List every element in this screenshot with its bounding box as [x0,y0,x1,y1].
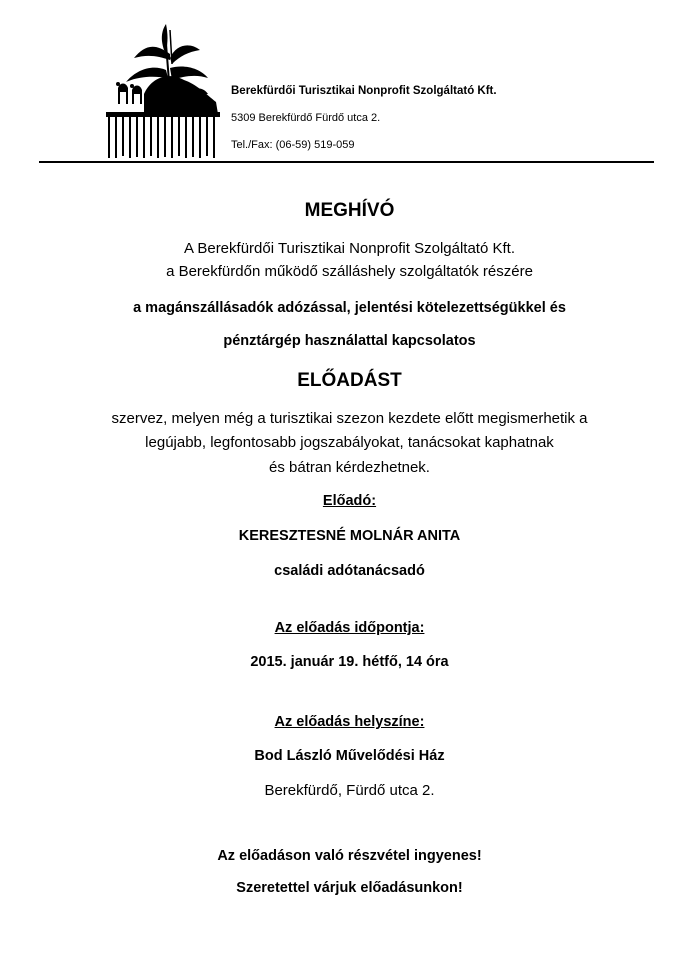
time-value: 2015. január 19. hétfő, 14 óra [250,654,449,670]
description-line-1: szervez, melyen még a turisztikai szezon kezdete előtt megismerhetik a [111,410,588,427]
time-label: Az előadás időpontja: [274,620,425,636]
topic-line-1: a magánszállásadók adózással, jelentési kötelezettségükkel és [133,300,566,316]
lecture-heading: ELŐADÁST [297,370,402,391]
topic-line-2: pénztárgép használattal kapcsolatos [223,333,476,349]
berekfurdo-logo [104,24,222,160]
org-name: Berekfürdői Turisztikai Nonprofit Szolgáltató Kft. [231,85,497,97]
closing-line: Szeretettel várjuk előadásunkon! [236,880,463,896]
presenter-role: családi adótanácsadó [274,563,425,579]
presenter-label: Előadó: [322,493,377,509]
venue-name: Bod László Művelődési Ház [254,748,445,764]
header-divider [39,161,654,163]
free-participation-note: Az előadáson való részvétel ingyenes! [217,848,482,864]
venue-label: Az előadás helyszíne: [274,714,425,730]
venue-address: Berekfürdő, Fürdő utca 2. [264,782,435,799]
org-phone: Tel./Fax: (06-59) 519-059 [231,139,355,151]
description-line-3: és bátran kérdezhetnek. [269,459,430,476]
description-line-2: legújabb, legfontosabb jogszabályokat, tanácsokat kaphatnak [145,434,554,451]
org-address: 5309 Berekfürdő Fürdő utca 2. [231,112,381,124]
intro-line-1: A Berekfürdői Turisztikai Nonprofit Szolgáltató Kft. [184,240,515,257]
invitation-title: MEGHÍVÓ [304,200,395,221]
presenter-name: KERESZTESNÉ MOLNÁR ANITA [238,528,461,544]
intro-line-2: a Berekfürdőn működő szálláshely szolgáltatók részére [166,263,533,280]
